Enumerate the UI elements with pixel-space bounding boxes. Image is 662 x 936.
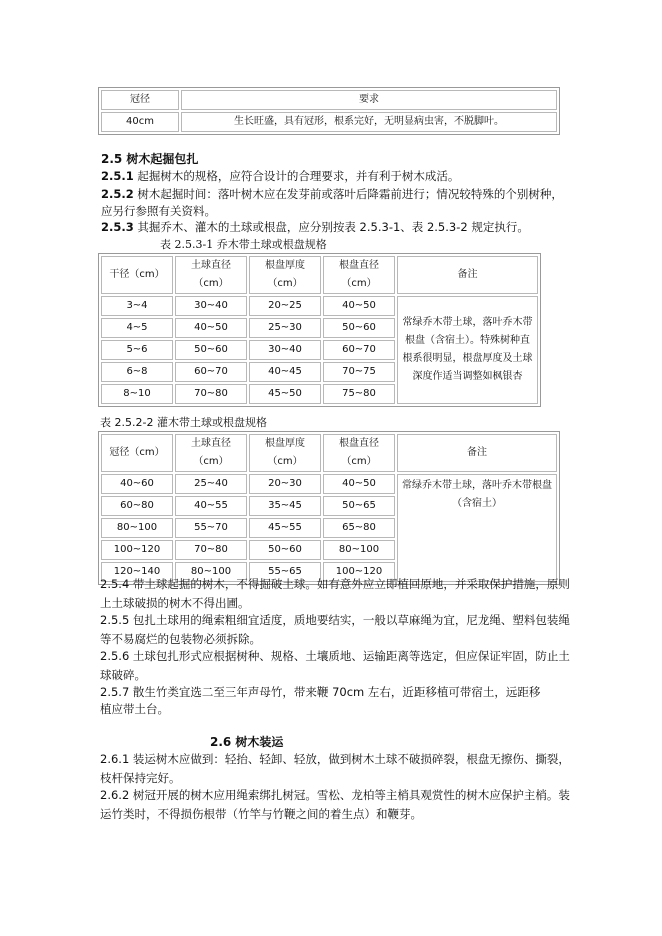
table-header-cell: 根盘厚度（cm）: [249, 434, 321, 472]
table-cell: 80~100: [101, 518, 173, 538]
table-cell: 60~70: [323, 340, 395, 360]
table-header-row: [101, 256, 538, 294]
table-cell: 100~120: [101, 540, 173, 560]
paragraph-2-5-1: [101, 167, 459, 185]
paragraph-2-5-2: [101, 185, 563, 203]
table-cell: 6~8: [101, 362, 173, 382]
table-cell: 80~100: [323, 540, 395, 560]
table-header-row: [101, 434, 557, 472]
table-cell: 3~4: [101, 296, 173, 316]
clause-text: 起掘树木的规格，应符合设计的合理要求，并有利于树木成活。: [133, 169, 460, 183]
clause-number: 2.5.3: [101, 220, 134, 234]
table-cell: 25~40: [175, 474, 247, 494]
table-cell: 65~80: [323, 518, 395, 538]
table-cell: 40~50: [323, 296, 395, 316]
table-cell: 30~40: [175, 296, 247, 316]
table-cell: 25~30: [249, 318, 321, 338]
table-header-cell: 根盘厚度（cm）: [249, 256, 321, 294]
table-cell: 70~75: [323, 362, 395, 382]
table-cell: 80~100: [175, 562, 247, 582]
paragraph-2-5-5: 2.5.5 包扎土球用的绳索粗细宜适度，质地要结实，一般以草麻绳为宜，尼龙绳、塑料包装绳等不易腐烂的包装物必须拆除。: [100, 613, 570, 646]
tree-rootball-table: [98, 253, 541, 407]
table-cell: 50~60: [323, 318, 395, 338]
paragraph-2-5-7-cont: 植应带土台。: [100, 702, 169, 716]
table-header-cell: 要求: [181, 90, 557, 110]
table-header-cell: 干径（cm）: [101, 256, 173, 294]
table-cell: 55~65: [249, 562, 321, 582]
table-cell: 50~65: [323, 496, 395, 516]
table-note-cell: 常绿乔木带土球，落叶乔木带根盘（含宿土）。特殊树种直根系很明显，根盘厚度及土球深度作适当调整如枫银杏: [397, 296, 538, 404]
table-cell: 50~60: [249, 540, 321, 560]
table-header-row: [101, 90, 557, 110]
paragraph-2-5-3: [101, 218, 529, 236]
table-header-cell: 备注: [397, 256, 538, 294]
table-cell: 35~45: [249, 496, 321, 516]
table-cell: 45~55: [249, 518, 321, 538]
table-cell: 50~60: [175, 340, 247, 360]
tree-table-caption: 表 2.5.3-1 乔木带土球或根盘规格: [160, 238, 327, 251]
table-cell: 60~70: [175, 362, 247, 382]
table-cell: 40~50: [323, 474, 395, 494]
table-cell: 20~25: [249, 296, 321, 316]
table-cell: 20~30: [249, 474, 321, 494]
table-cell: 45~50: [249, 384, 321, 404]
table-cell: 40~55: [175, 496, 247, 516]
table-cell: 70~80: [175, 540, 247, 560]
table-cell: 5~6: [101, 340, 173, 360]
table-header-cell: 根盘直径（cm）: [323, 256, 395, 294]
table-cell: 生长旺盛，具有冠形，根系完好，无明显病虫害，不脱脚叶。: [181, 112, 557, 132]
shrub-table-caption: 表 2.5.2-2 灌木带土球或根盘规格: [100, 416, 267, 429]
table-cell: 30~40: [249, 340, 321, 360]
table-cell: 120~140: [101, 562, 173, 582]
clause-text: 树木起掘时间：落叶树木应在发芽前或落叶后降霜前进行；情况较特殊的个别树种，: [133, 187, 563, 201]
table-row: [101, 296, 538, 316]
section-title-2-5: 2.5 树木起掘包扎: [101, 152, 199, 166]
table-header-cell: 冠径（cm）: [101, 434, 173, 472]
table-cell: 55~70: [175, 518, 247, 538]
table-cell: 40~45: [249, 362, 321, 382]
paragraph-2-5-7: 2.5.7 散生竹类宜选二至三年声母竹，带来鞭 70cm 左右，近距移植可带宿土，远距移: [100, 685, 541, 699]
table-cell: 40~60: [101, 474, 173, 494]
table-cell: 60~80: [101, 496, 173, 516]
clause-text: 其掘乔木、灌木的土球或根盘，应分别按表 2.5.3-1、表 2.5.3-2 规定执行。: [133, 220, 529, 234]
table-header-cell: 土球直径（cm）: [175, 434, 247, 472]
table-cell: 8~10: [101, 384, 173, 404]
clause-number: 2.5.2: [101, 187, 134, 201]
table-cell: 100~120: [323, 562, 395, 582]
table-cell: 40~50: [175, 318, 247, 338]
table-header-cell: 冠径: [101, 90, 179, 110]
table-cell: 70~80: [175, 384, 247, 404]
table-header-cell: 根盘直径（cm）: [323, 434, 395, 472]
table-cell: 4~5: [101, 318, 173, 338]
paragraph-2-6-2: 2.6.2 树冠开展的树木应用绳索绑扎树冠。雪松、龙柏等主梢具观赏性的树木应保护主梢。装运竹类时，不得损伤根带（竹竿与竹鞭之间的着生点）和鞭芽。: [100, 788, 570, 821]
table-cell: 75~80: [323, 384, 395, 404]
section-title-2-6: 2.6 树木装运: [210, 735, 284, 749]
paragraph-2-5-2-cont: 应另行参照有关资料。: [101, 204, 216, 218]
crown-requirement-table: [98, 87, 560, 135]
table-note-cell: 常绿乔木带土球，落叶乔木带根盘（含宿土）: [397, 474, 557, 582]
paragraph-2-6-1: 2.6.1 装运树木应做到：轻抬、轻卸、轻放，做到树木土球不破损碎裂，根盘无擦伤、撕裂，枝杆保持完好。: [100, 752, 570, 785]
table-row: [101, 112, 557, 132]
table-cell: 40cm: [101, 112, 179, 132]
table-header-cell: 备注: [397, 434, 557, 472]
table-row: [101, 474, 557, 494]
shrub-rootball-table: [98, 431, 560, 585]
table-header-cell: 土球直径（cm）: [175, 256, 247, 294]
paragraph-2-5-4: 2.5.4 带土球起掘的树木，不得掘破土球。如有意外应立即植回原地，并采取保护措施，原则上土球破损的树木不得出圃。: [100, 577, 570, 610]
clause-number: 2.5.1: [101, 169, 134, 183]
paragraph-2-5-6: 2.5.6 土球包扎形式应根据树种、规格、土壤质地、运输距离等选定，但应保证牢固，防止土球破碎。: [100, 649, 570, 682]
